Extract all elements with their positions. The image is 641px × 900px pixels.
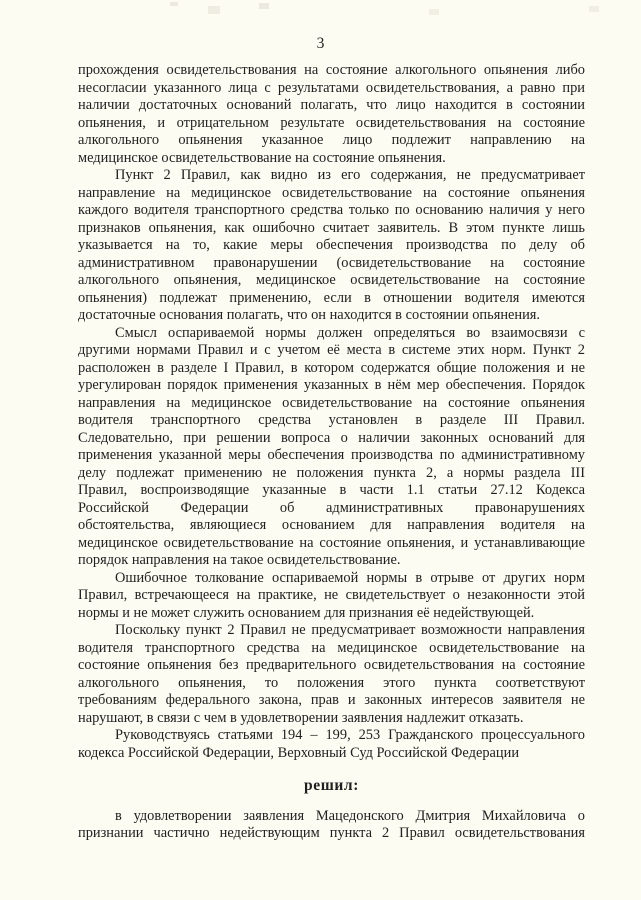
text-line: требованиям федерального закона, прав и законных интересов заявителя не [78,692,585,708]
text-line: признаков опьянения, как ошибочно считает заявитель. В этом пункте лишь [78,219,585,236]
text-line: нормы и не может служить основанием для признания её недействующей. [78,604,535,621]
text-line: Руководствуясь статьями 194 – 199, 253 Гражданского процессуального [115,727,585,743]
document-body [78,62,585,843]
text-line: расположен в разделе I Правил, в котором содержатся общие положения и не [78,359,585,376]
text-line: алкогольного опьянения указанное лицо подлежит направлению на [78,132,585,148]
text-line: урегулирован порядок применения указанных в нём мер обеспечения. Порядок [78,377,585,393]
text-line: достаточные основания полагать, что он находится в состоянии опьянения. [78,307,541,323]
text-line: алкогольного опьянения, медицинское освидетельствование на состояние [78,272,585,288]
text-line: водителя транспортного средства на медицинское освидетельствование на [78,639,585,656]
text-line: другими нормами Правил и с учетом её места в системе этих норм. Пункт 2 [78,342,585,358]
text-line: Смысл оспариваемой нормы должен определяться во взаимосвязи с [115,324,585,341]
text-line: Следовательно, при решении вопроса о наличии законных оснований для [78,429,585,446]
decision-heading: решил: [304,777,359,794]
text-line: указывается на то, какие меры обеспечения производства по делу об [78,237,585,253]
text-line: применения указанной меры обеспечения производства по административному [78,447,585,463]
text-line: прохождения освидетельствования на состояние алкогольного опьянения либо [78,62,585,78]
text-line: водителя транспортного средства установлен в разделе III Правил. [78,412,585,428]
paragraph [78,167,585,325]
text-line: обстоятельства, являющиеся основанием для направления водителя на [78,517,585,533]
page-number: 3 [316,35,325,52]
paragraph [78,325,585,570]
text-line: Правил, встречающееся на практике, не свидетельствует о незаконности этой [78,587,585,603]
text-line: нарушают, в связи с чем в удовлетворении заявления надлежит отказать. [78,709,524,726]
paragraph [78,727,585,762]
text-line: наличии достаточных оснований полагать, что лицо находится в состоянии [78,97,585,113]
text-line: медицинское освидетельствование на состояние опьянения. [78,149,446,166]
text-line: Правил, воспроизводящие указанные в части 1.1 статьи 27.12 Кодекса [78,482,585,498]
text-line: Поскольку пункт 2 Правил не предусматривает возможности направления [115,622,585,638]
text-line: медицинское освидетельствование на состояние опьянения, и устанавливающие [78,534,585,551]
paragraph [78,808,585,843]
text-line: административном правонарушении (освидетельствование на состояние [78,254,585,271]
text-line: состояние опьянения без предварительного освидетельствования на состояние [78,657,585,673]
text-line: направления на медицинское освидетельствование на состояние опьянения [78,394,585,411]
text-line: опьянения) подлежат применению, если в отношении водителя имеются [78,289,585,306]
text-line: делу подлежат применению не положения пункта 2, а нормы раздела III [78,464,585,481]
text-line: алкогольного опьянения, то положения этого пункта соответствуют [78,674,585,691]
scan-noise-artifact [170,2,178,6]
paragraph [78,62,585,167]
text-line: в удовлетворении заявления Мацедонского Дмитрия Михайловича о [115,807,585,824]
text-line: несогласии указанного лица с результатами освидетельствования, а равно при [78,79,585,96]
text-line: Российской Федерации об административных правонарушениях [78,499,585,516]
text-line: порядок направления на такое освидетельствование. [78,552,401,568]
text-line: Пункт 2 Правил, как видно из его содержания, не предусматривает [115,167,585,183]
paragraph [78,622,585,727]
text-line: признании частично недействующим пункта 2 Правил освидетельствования [78,825,585,841]
text-line: кодекса Российской Федерации, Верховный Суд Российской Федерации [78,744,520,761]
text-line: опьянения, и отрицательном результате освидетельствования на состояние [78,114,585,131]
text-line: направление на медицинское освидетельствование на состояние опьянения [78,184,585,201]
text-line: каждого водителя транспортного средства только по основанию наличия у него [78,202,585,218]
paragraph [78,570,585,623]
text-line: Ошибочное толкование оспариваемой нормы в отрыве от других норм [115,569,585,586]
